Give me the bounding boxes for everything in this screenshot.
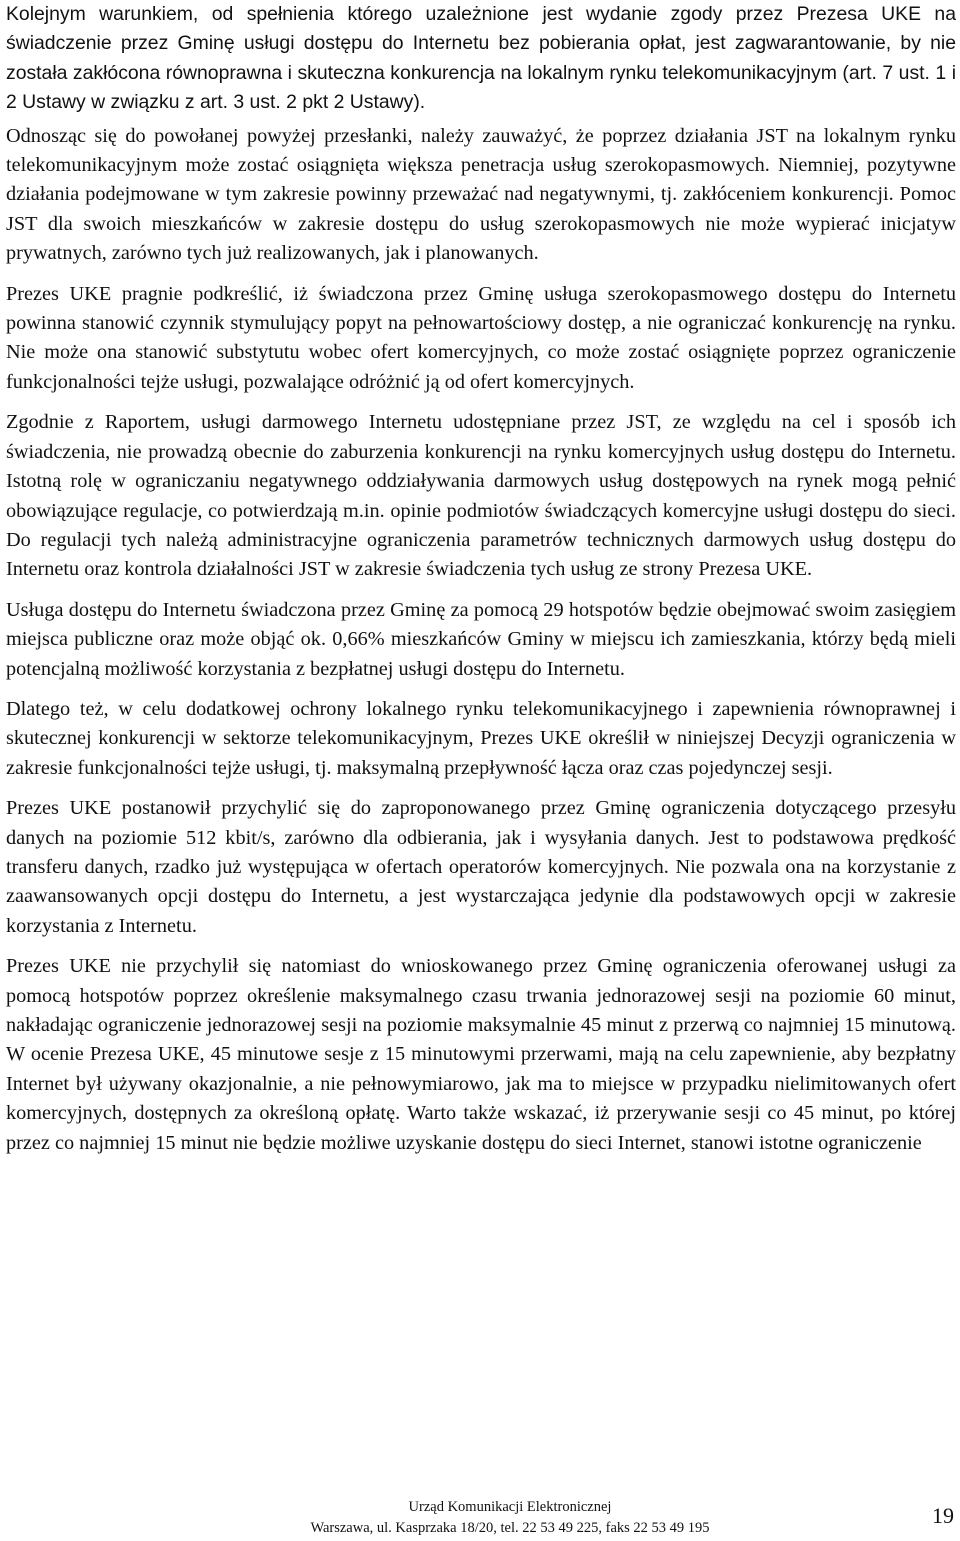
footer-organization: Urząd Komunikacji Elektronicznej: [408, 1499, 612, 1515]
paragraph-2: Odnosząc się do powołanej powyżej przesłanki, należy zauważyć, że poprzez działania JST na lokalnym rynku telekomunikacyjnym może zostać osiągnięta większa penetracja usług szerokopasmowych. Niemniej, pozytywne działania podejmowane w tym zakresie powinny przeważać nad negatywnymi, tj. zakłóceniem konkurencji. Pomoc JST dla swoich mieszkańców w zakresie dostępu do usług szerokopasmowych nie może wypierać inicjatyw prywatnych, zarówno tych już realizowanych, jak i planowanych.: [6, 124, 956, 265]
footer-address: Warszawa, ul. Kasprzaka 18/20, tel. 22 53 49 225, faks 22 53 49 195: [310, 1520, 710, 1536]
page-footer: [0, 1497, 960, 1541]
paragraph-3: Prezes UKE pragnie podkreślić, iż świadczona przez Gminę usługa szerokopasmowego dostępu do Internetu powinna stanowić czynnik stymulujący popyt na pełnowartościowy dostęp, a nie ograniczać konkurencję na rynku. Nie może ona stanowić substytutu wobec ofert komercyjnych, co może zostać osiągnięte poprzez ograniczenie funkcjonalności tejże usługi, pozwalające odróżnić ją od ofert komercyjnych.: [6, 282, 956, 393]
paragraph-1: Kolejnym warunkiem, od spełnienia którego uzależnione jest wydanie zgody przez Prezesa UKE na świadczenie przez Gminę usługi dostępu do Internetu bez pobierania opłat, jest zagwarantowanie, by nie została zakłócona równoprawna i skuteczna konkurencja na lokalnym rynku telekomunikacyjnym (art. 7 ust. 1 i 2 Ustawy w związku z art. 3 ust. 2 pkt 2 Ustawy).: [6, 3, 956, 114]
paragraph-8: Prezes UKE nie przychylił się natomiast do wnioskowanego przez Gminę ograniczenia oferowanej usługi za pomocą hotspotów poprzez określenie maksymalnego czasu trwania jednorazowej sesji na poziomie 60 minut, nakładając ograniczenie jednorazowej sesji na poziomie maksymalnie 45 minut z przerwą co najmniej 15 minutową. W ocenie Prezesa UKE, 45 minutowe sesje z 15 minutowymi przerwami, mają na celu zapewnienie, aby bezpłatny Internet był używany okazjonalnie, a nie pełnowymiarowo, jak ma to miejsce w przypadku nielimitowanych ofert komercyjnych, dostępnych za określoną opłatę. Warto także wskazać, iż przerywanie sesji co 45 minut, po której przez co najmniej 15 minut nie będzie możliwe uzyskanie dostępu do sieci Internet, stanowi istotne ograniczenie: [6, 955, 956, 1154]
document-body: [6, 0, 956, 1169]
paragraph-7: Prezes UKE postanowił przychylić się do zaproponowanego przez Gminę ograniczenia dotyczącego przesyłu danych na poziomie 512 kbit/s, zarówno dla odbierania, jak i wysyłania danych. Jest to podstawowa prędkość transferu danych, rzadko już występująca w ofertach operatorów komercyjnych. Nie pozwala ona na korzystanie z zaawansowanych opcji dostępu do Internetu, a jest wystarczająca jedynie dla podstawowych opcji w zakresie korzystania z Internetu.: [6, 797, 956, 937]
paragraph-6: Dlatego też, w celu dodatkowej ochrony lokalnego rynku telekomunikacyjnego i zapewnienia równoprawnej i skutecznej konkurencji w sektorze telekomunikacyjnym, Prezes UKE określił w niniejszej Decyzji ograniczenia w zakresie funkcjonalności tejże usługi, tj. maksymalną przepływność łącza oraz czas pojedynczej sesji.: [6, 697, 956, 779]
page-number: 19: [932, 1503, 954, 1528]
paragraph-5: Usługa dostępu do Internetu świadczona przez Gminę za pomocą 29 hotspotów będzie obejmować swoim zasięgiem miejsca publiczne oraz może objąć ok. 0,66% mieszkańców Gminy w miejscu ich zamieszkania, którzy będą mieli potencjalną możliwość korzystania z bezpłatnej usługi dostępu do Internetu.: [6, 598, 956, 680]
paragraph-4: Zgodnie z Raportem, usługi darmowego Internetu udostępniane przez JST, ze względu na cel i sposób ich świadczenia, nie prowadzą obecnie do zaburzenia konkurencji na rynku komercyjnych usług dostępu do Internetu. Istotną rolę w ograniczaniu negatywnego oddziaływania darmowych usług dostępowych na rynek mogą pełnić obowiązujące regulacje, co potwierdzają m.in. opinie podmiotów świadczących komercyjne usługi dostępu do sieci. Do regulacji tych należą administracyjne ograniczenia parametrów technicznych darmowych usług dostępu do Internetu oraz kontrola działalności JST w zakresie świadczenia tych usług ze strony Prezesa UKE.: [6, 411, 956, 581]
